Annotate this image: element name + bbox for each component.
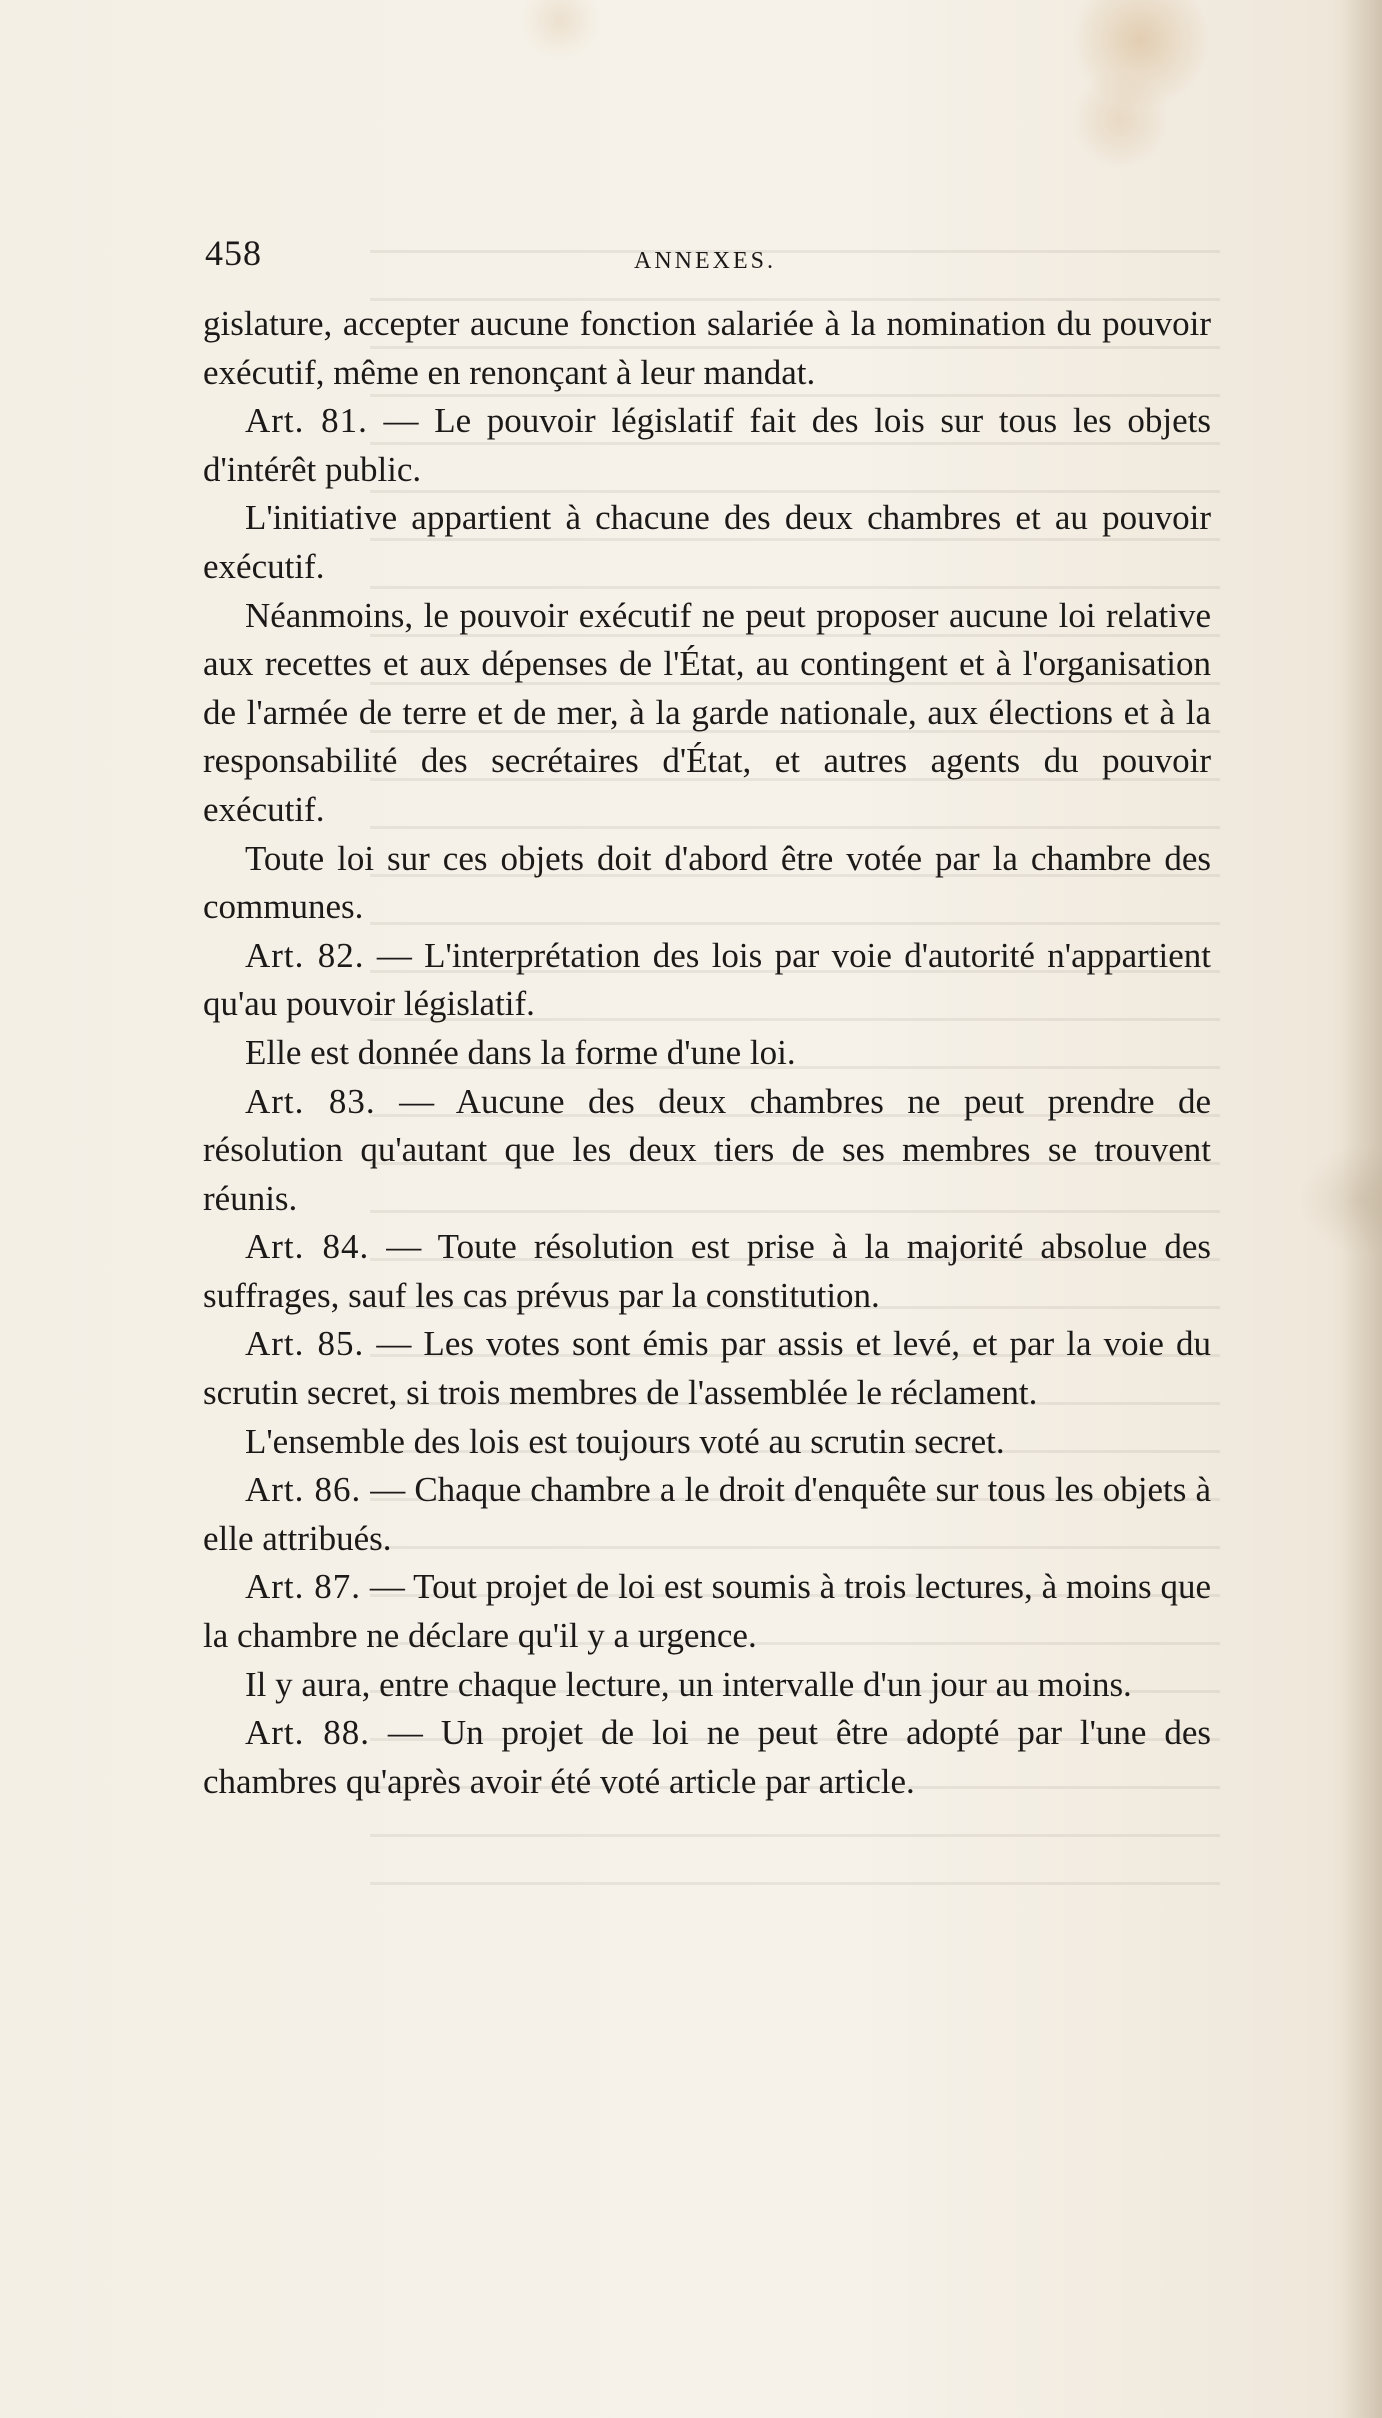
paragraph-text: — Aucune des deux chambres ne peut prendre de résolution qu'autant que les deux tiers de ses membres se trouvent réunis. xyxy=(203,1081,1212,1218)
paragraph xyxy=(203,1418,1211,1467)
paragraph-text: Elle est donnée dans la forme d'une loi. xyxy=(245,1032,796,1072)
article-label: Art. 82. xyxy=(245,935,365,975)
article-paragraph xyxy=(203,1078,1211,1224)
page-edge-shadow xyxy=(1342,0,1382,2418)
paragraph-text: L'ensemble des lois est toujours voté au scrutin secret. xyxy=(245,1421,1005,1461)
paragraph xyxy=(203,592,1211,835)
article-label: Art. 88. xyxy=(245,1713,371,1753)
paragraph-text: — Toute résolution est prise à la majorité absolue des suffrages, sauf les cas prévus par la constitution. xyxy=(203,1227,1212,1315)
paragraph-text: L'initiative appartient à chacune des deux chambres et au pouvoir exécutif. xyxy=(203,498,1211,586)
paragraph-text: Il y aura, entre chaque lecture, un intervalle d'un jour au moins. xyxy=(245,1664,1132,1704)
paragraph-text: — Un projet de loi ne peut être adopté par l'une des chambres qu'après avoir été voté article par article. xyxy=(203,1713,1212,1801)
article-paragraph xyxy=(203,1320,1211,1417)
paragraph-text: — Chaque chambre a le droit d'enquête sur tous les objets à elle attribués. xyxy=(203,1470,1211,1558)
article-paragraph xyxy=(203,1709,1211,1806)
body-text xyxy=(203,300,1211,1806)
article-label: Art. 84. xyxy=(245,1227,370,1267)
article-label: Art. 81. xyxy=(245,401,368,441)
paragraph-text: — Le pouvoir législatif fait des lois sur tous les objets d'intérêt public. xyxy=(203,401,1212,489)
paragraph xyxy=(203,300,1211,397)
page-header xyxy=(205,232,1205,282)
paragraph xyxy=(203,494,1211,591)
paragraph-text: Néanmoins, le pouvoir exécutif ne peut proposer aucune loi relative aux recettes et aux dépenses de l'État, au contingent et à l'organisation de l'armée de terre et de mer, à la garde nationale, aux élections et à la responsabilité des secrétaires d'État, et autres agents du pouvoir exécutif. xyxy=(203,595,1211,829)
article-paragraph xyxy=(203,1223,1211,1320)
page-number: 458 xyxy=(205,233,262,273)
article-paragraph xyxy=(203,932,1211,1029)
article-paragraph xyxy=(203,397,1211,494)
paragraph xyxy=(203,1661,1211,1710)
article-paragraph xyxy=(203,1466,1211,1563)
paragraph xyxy=(203,835,1211,932)
paragraph-text: — Tout projet de loi est soumis à trois lectures, à moins que la chambre ne déclare qu'il y a urgence. xyxy=(203,1567,1211,1656)
running-head: ANNEXES. xyxy=(634,248,776,274)
paragraph-text: — L'interprétation des lois par voie d'autorité n'appartient qu'au pouvoir législatif. xyxy=(203,935,1212,1024)
article-label: Art. 85. xyxy=(245,1324,365,1364)
paragraph-text: gislature, accepter aucune fonction salariée à la nomination du pouvoir exécutif, même en renonçant à leur mandat. xyxy=(203,304,1211,392)
article-label: Art. 86. xyxy=(245,1470,362,1510)
article-label: Art. 83. xyxy=(245,1081,376,1121)
paragraph xyxy=(203,1029,1211,1078)
article-label: Art. 87. xyxy=(245,1567,362,1607)
paragraph-text: Toute loi sur ces objets doit d'abord être votée par la chambre des communes. xyxy=(203,838,1211,927)
paragraph-text: — Les votes sont émis par assis et levé, et par la voie du scrutin secret, si trois membres de l'assemblée le réclament. xyxy=(203,1324,1211,1413)
article-paragraph xyxy=(203,1563,1211,1660)
